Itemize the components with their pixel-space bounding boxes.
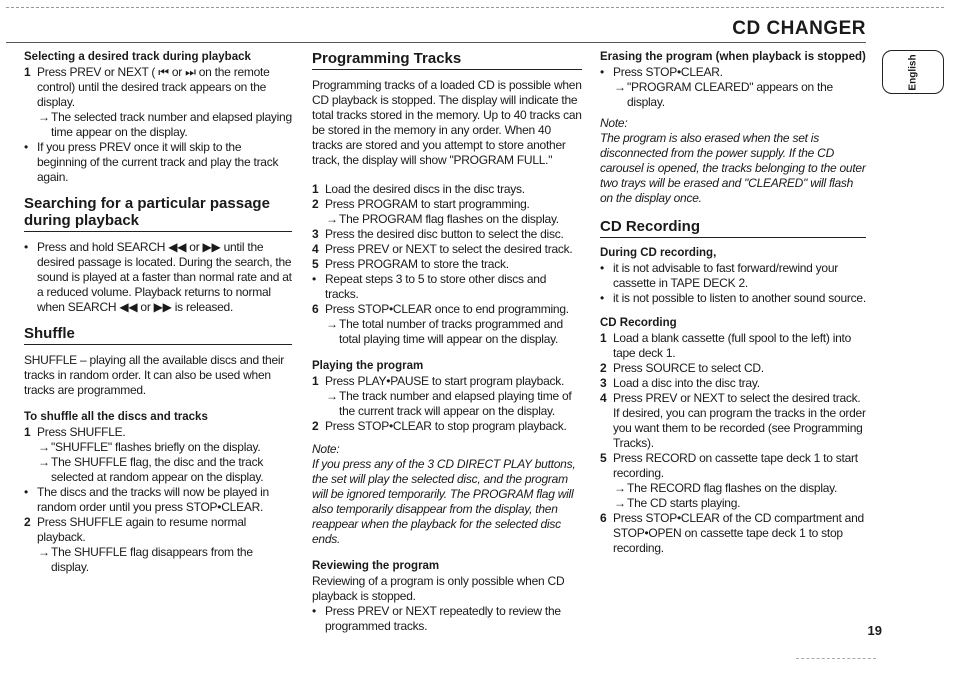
section-heading: To shuffle all the discs and tracks [24,411,208,423]
bullet-item: • The discs and the tracks will now be played in random order until you press STOP•CLEAR. [24,485,269,514]
column-right [600,50,866,556]
page-title: CD CHANGER [732,18,866,39]
step-item: 2 Press PROGRAM to start programming. [312,197,530,211]
step-item: 1 Load a blank cassette (full spool to the left) into tape deck 1. [600,331,852,360]
section-heading: Playing the program [312,360,424,372]
arrow-item: → "PROGRAM CLEARED" appears on the display. [614,80,833,109]
arrow-item: → The RECORD flag flashes on the display. [614,481,838,495]
section-heading: Selecting a desired track during playback [24,51,251,63]
section-heading: Reviewing the program [312,560,440,572]
step-item: 4 Press PREV or NEXT to select the desired track. [312,242,573,256]
note-label: Note: [600,116,628,130]
bullet-item: • Press and hold SEARCH ◀◀ or ▶▶ until the desired passage is located. During the search, the sound is played at a faster than normal rate and at a reduced volume. Playback returns to normal when SEARCH ◀◀ or ▶▶ is released. [24,240,292,314]
step-item: 2 Press SHUFFLE again to resume normal playback. [24,515,247,544]
section-title: Shuffle [24,325,292,345]
section-heading: Erasing the program (when playback is stopped) [600,51,866,63]
language-tab [882,50,944,94]
section-title: Searching for a particular passage during playback [24,195,292,232]
bullet-item: • If you press PREV once it will skip to the beginning of the current track and play the track again. [24,140,279,184]
step-item: 1 Press SHUFFLE. [24,425,126,439]
step-item: 2 Press SOURCE to select CD. [600,361,764,375]
section-title: Programming Tracks [312,50,582,70]
bullet-item: • it is not possible to listen to another sound source. [600,291,866,305]
page-number: 19 [867,623,882,638]
step-item: If desired, you can program the tracks in the order you want them to be recorded (see Programming Tracks). [613,406,866,450]
arrow-item: → The PROGRAM flag flashes on the display. [326,212,559,226]
language-tab-label: English [907,53,919,91]
section-title: CD Recording [600,218,866,238]
section-heading: CD Recording [600,317,677,329]
arrow-item: → The SHUFFLE flag, the disc and the track selected at random appear on the display. [38,455,264,484]
arrow-item: → The track number and elapsed playing time of the current track will appear on the display. [326,389,572,418]
paragraph: Programming tracks of a loaded CD is possible when CD playback is stopped. The display will indicate the total tracks stored in the memory. Up to 40 tracks can be stored in the memory in any order. When 40 tracks are stored and you attempt to store another track, the display will show "PROGRAM FULL." [312,78,582,167]
bottom-rule [796,658,876,659]
step-item: 3 Load a disc into the disc tray. [600,376,760,390]
note-text: If you press any of the 3 CD DIRECT PLAY buttons, the set will play the selected disc, and the program will be ignored temporarily. The PROGRAM flag will also temporarily disappear from the display, then reappear when the playback for the selected disc ends. [312,457,576,546]
arrow-item: → The SHUFFLE flag disappears from the display. [38,545,253,574]
arrow-item: → The selected track number and elapsed playing time appear on the display. [38,110,292,139]
paragraph: SHUFFLE – playing all the available discs and their tracks in random order. It can also be used when tracks are programmed. [24,353,285,397]
bullet-item: • Repeat steps 3 to 5 to store other discs and tracks. [312,272,547,301]
header-rule [6,42,866,43]
paragraph: Reviewing of a program is only possible when CD playback is stopped. [312,574,565,603]
step-item: 6 Press STOP•CLEAR of the CD compartment and STOP•OPEN on cassette tape deck 1 to stop recording. [600,511,864,555]
bullet-item: • Press STOP•CLEAR. [600,65,723,79]
top-rule [6,7,944,8]
section-heading: During CD recording, [600,247,717,259]
column-middle [312,50,582,634]
step-item: 1 Press PREV or NEXT ( ⏮ or ⏭ on the remote control) until the desired track appears on the display. [24,65,270,109]
step-item: 4 Press PREV or NEXT to select the desired track. [600,391,861,405]
arrow-item: → The CD starts playing. [614,496,741,510]
column-left [24,50,292,575]
step-item: 5 Press RECORD on cassette tape deck 1 to start recording. [600,451,858,480]
step-item: 1 Press PLAY•PAUSE to start program playback. [312,374,565,388]
bullet-item: • it is not advisable to fast forward/rewind your cassette in TAPE DECK 2. [600,261,839,290]
note-text: The program is also erased when the set is disconnected from the power supply. If the CD carousel is opened, the tracks belonging to the outer two trays will be erased and "CLEARED" will flash on the display once. [600,131,866,205]
bullet-item: • Press PREV or NEXT repeatedly to review the programmed tracks. [312,604,561,633]
note-label: Note: [312,442,340,456]
step-item: 5 Press PROGRAM to store the track. [312,257,509,271]
arrow-item: → The total number of tracks programmed and total playing time will appear on the display. [326,317,563,346]
step-item: 6 Press STOP•CLEAR once to end programming. [312,302,569,316]
step-item: 1 Load the desired discs in the disc trays. [312,182,525,196]
arrow-item: → "SHUFFLE" flashes briefly on the display. [38,440,261,454]
step-item: 2 Press STOP•CLEAR to stop program playback. [312,419,567,433]
step-item: 3 Press the desired disc button to select the disc. [312,227,564,241]
